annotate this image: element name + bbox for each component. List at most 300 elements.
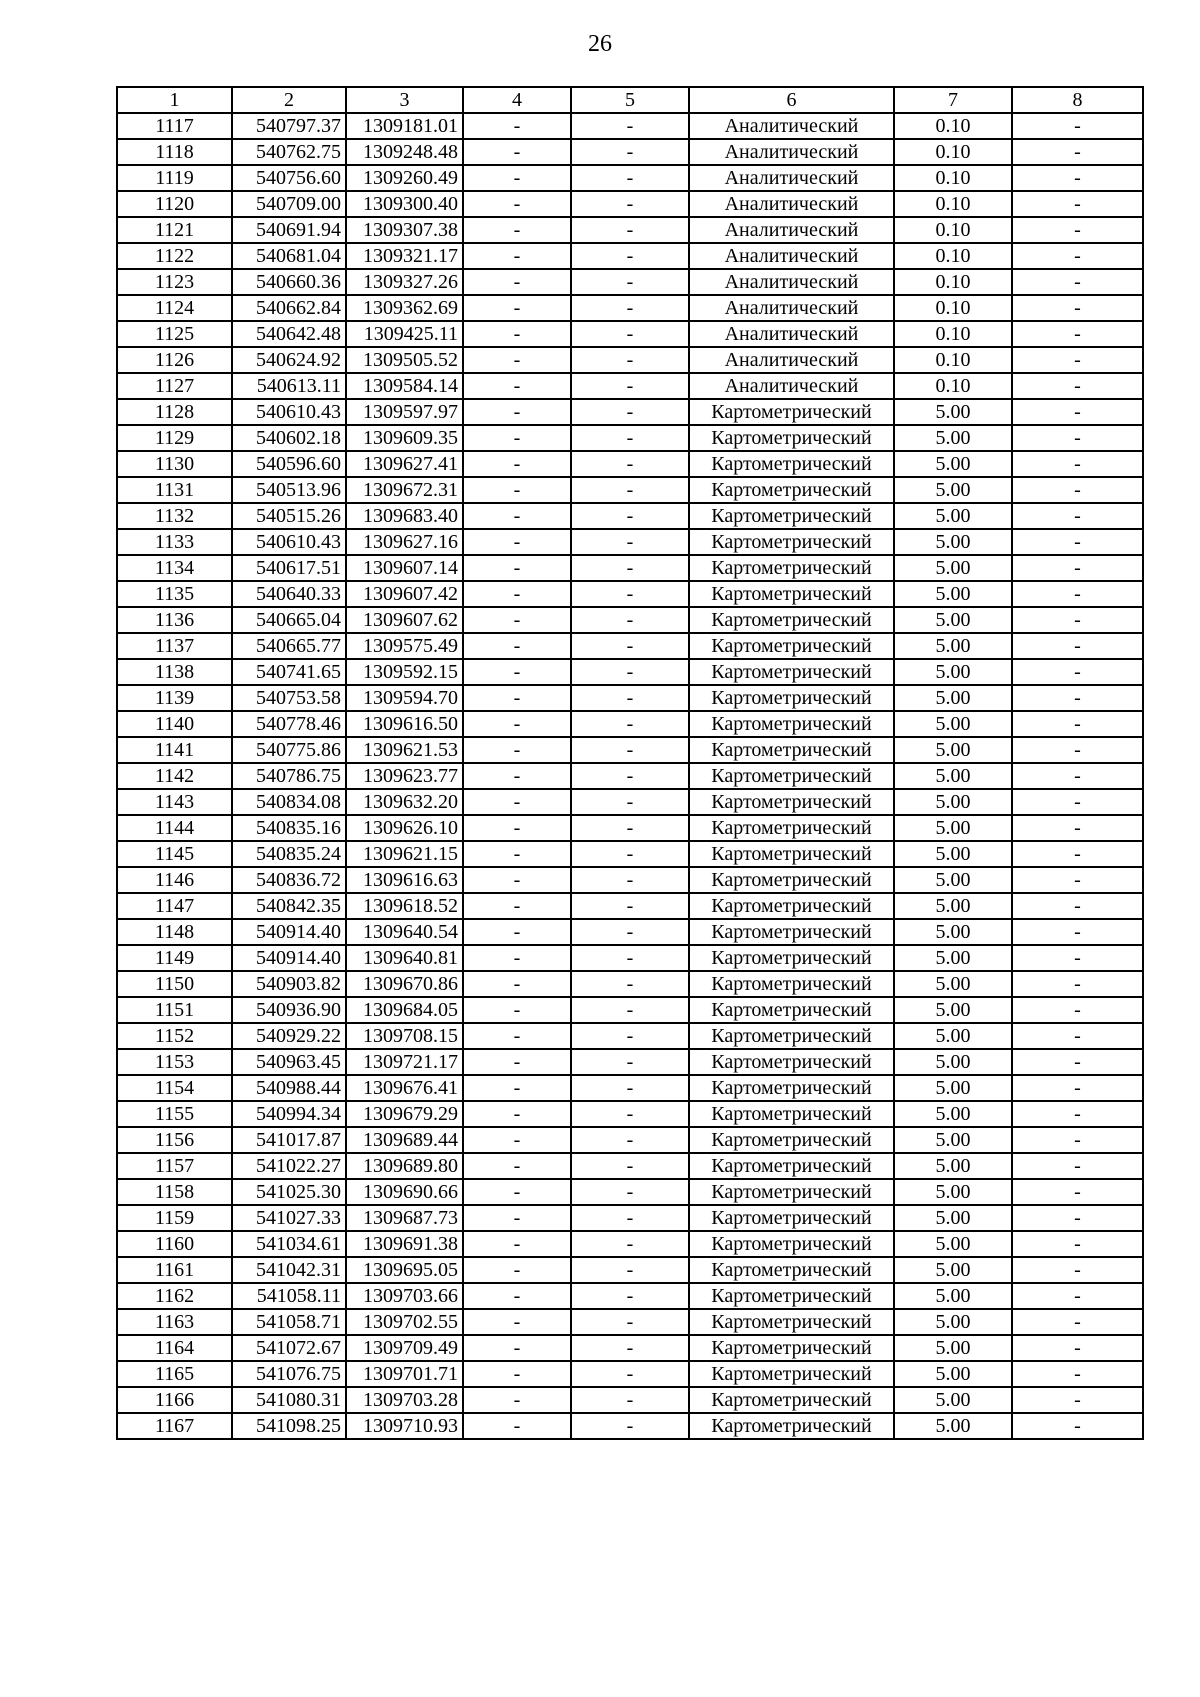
point-number-cell: 1164 <box>117 1335 232 1361</box>
accuracy-cell: 5.00 <box>894 711 1012 737</box>
col-5-cell: - <box>571 555 689 581</box>
table-row <box>117 1231 1143 1257</box>
col-4-cell: - <box>463 1361 571 1387</box>
col-8-cell: - <box>1012 243 1143 269</box>
table-row <box>117 581 1143 607</box>
point-number-cell: 1151 <box>117 997 232 1023</box>
col-8-cell: - <box>1012 685 1143 711</box>
y-coordinate-cell: 1309181.01 <box>346 113 463 139</box>
col-5-cell: - <box>571 711 689 737</box>
col-5-cell: - <box>571 737 689 763</box>
x-coordinate-cell: 540665.77 <box>232 633 346 659</box>
x-coordinate-cell: 541080.31 <box>232 1387 346 1413</box>
accuracy-cell: 5.00 <box>894 1335 1012 1361</box>
y-coordinate-cell: 1309607.62 <box>346 607 463 633</box>
accuracy-cell: 5.00 <box>894 1049 1012 1075</box>
col-5-cell: - <box>571 1413 689 1439</box>
col-4-cell: - <box>463 555 571 581</box>
col-4-cell: - <box>463 1075 571 1101</box>
col-8-cell: - <box>1012 1335 1143 1361</box>
x-coordinate-cell: 540741.65 <box>232 659 346 685</box>
y-coordinate-cell: 1309687.73 <box>346 1205 463 1231</box>
x-coordinate-cell: 541058.11 <box>232 1283 346 1309</box>
col-4-cell: - <box>463 789 571 815</box>
method-cell: Картометрический <box>689 633 894 659</box>
point-number-cell: 1128 <box>117 399 232 425</box>
table-row <box>117 1049 1143 1075</box>
col-8-cell: - <box>1012 1179 1143 1205</box>
y-coordinate-cell: 1309684.05 <box>346 997 463 1023</box>
col-4-cell: - <box>463 1049 571 1075</box>
method-cell: Картометрический <box>689 1101 894 1127</box>
accuracy-cell: 5.00 <box>894 1127 1012 1153</box>
method-cell: Картометрический <box>689 399 894 425</box>
col-5-cell: - <box>571 789 689 815</box>
x-coordinate-cell: 540610.43 <box>232 529 346 555</box>
y-coordinate-cell: 1309626.10 <box>346 815 463 841</box>
table-row <box>117 997 1143 1023</box>
col-5-cell: - <box>571 1049 689 1075</box>
col-5-cell: - <box>571 1387 689 1413</box>
col-4-cell: - <box>463 373 571 399</box>
col-8-cell: - <box>1012 1127 1143 1153</box>
col-5-cell: - <box>571 477 689 503</box>
table-row <box>117 1361 1143 1387</box>
table-row <box>117 113 1143 139</box>
col-8-cell: - <box>1012 1309 1143 1335</box>
col-8-cell: - <box>1012 529 1143 555</box>
col-8-cell: - <box>1012 1023 1143 1049</box>
column-header-7: 7 <box>894 87 1012 113</box>
point-number-cell: 1130 <box>117 451 232 477</box>
col-8-cell: - <box>1012 269 1143 295</box>
accuracy-cell: 0.10 <box>894 373 1012 399</box>
accuracy-cell: 5.00 <box>894 789 1012 815</box>
accuracy-cell: 0.10 <box>894 113 1012 139</box>
col-4-cell: - <box>463 451 571 477</box>
method-cell: Картометрический <box>689 841 894 867</box>
y-coordinate-cell: 1309327.26 <box>346 269 463 295</box>
col-5-cell: - <box>571 1075 689 1101</box>
col-5-cell: - <box>571 191 689 217</box>
table-row <box>117 347 1143 373</box>
method-cell: Картометрический <box>689 1075 894 1101</box>
column-header-1: 1 <box>117 87 232 113</box>
point-number-cell: 1166 <box>117 1387 232 1413</box>
point-number-cell: 1147 <box>117 893 232 919</box>
point-number-cell: 1156 <box>117 1127 232 1153</box>
method-cell: Картометрический <box>689 451 894 477</box>
y-coordinate-cell: 1309627.16 <box>346 529 463 555</box>
accuracy-cell: 5.00 <box>894 633 1012 659</box>
method-cell: Аналитический <box>689 165 894 191</box>
y-coordinate-cell: 1309695.05 <box>346 1257 463 1283</box>
table-row <box>117 139 1143 165</box>
accuracy-cell: 5.00 <box>894 503 1012 529</box>
col-5-cell: - <box>571 113 689 139</box>
table-row <box>117 607 1143 633</box>
column-header-3: 3 <box>346 87 463 113</box>
table-row <box>117 971 1143 997</box>
x-coordinate-cell: 540662.84 <box>232 295 346 321</box>
accuracy-cell: 5.00 <box>894 1153 1012 1179</box>
method-cell: Аналитический <box>689 217 894 243</box>
coordinates-table <box>116 86 1144 1440</box>
y-coordinate-cell: 1309640.54 <box>346 919 463 945</box>
table-row <box>117 165 1143 191</box>
y-coordinate-cell: 1309708.15 <box>346 1023 463 1049</box>
point-number-cell: 1120 <box>117 191 232 217</box>
accuracy-cell: 5.00 <box>894 1257 1012 1283</box>
col-8-cell: - <box>1012 581 1143 607</box>
point-number-cell: 1139 <box>117 685 232 711</box>
y-coordinate-cell: 1309594.70 <box>346 685 463 711</box>
col-8-cell: - <box>1012 711 1143 737</box>
table-row <box>117 1309 1143 1335</box>
col-5-cell: - <box>571 243 689 269</box>
page-number: 26 <box>588 31 612 57</box>
point-number-cell: 1132 <box>117 503 232 529</box>
col-8-cell: - <box>1012 373 1143 399</box>
accuracy-cell: 5.00 <box>894 737 1012 763</box>
x-coordinate-cell: 540775.86 <box>232 737 346 763</box>
method-cell: Аналитический <box>689 269 894 295</box>
table-row <box>117 1335 1143 1361</box>
x-coordinate-cell: 541022.27 <box>232 1153 346 1179</box>
point-number-cell: 1149 <box>117 945 232 971</box>
x-coordinate-cell: 541017.87 <box>232 1127 346 1153</box>
method-cell: Картометрический <box>689 971 894 997</box>
x-coordinate-cell: 540797.37 <box>232 113 346 139</box>
y-coordinate-cell: 1309709.49 <box>346 1335 463 1361</box>
col-4-cell: - <box>463 269 571 295</box>
col-8-cell: - <box>1012 451 1143 477</box>
col-4-cell: - <box>463 191 571 217</box>
point-number-cell: 1148 <box>117 919 232 945</box>
point-number-cell: 1167 <box>117 1413 232 1439</box>
y-coordinate-cell: 1309702.55 <box>346 1309 463 1335</box>
y-coordinate-cell: 1309425.11 <box>346 321 463 347</box>
col-4-cell: - <box>463 321 571 347</box>
col-5-cell: - <box>571 139 689 165</box>
x-coordinate-cell: 540762.75 <box>232 139 346 165</box>
col-5-cell: - <box>571 971 689 997</box>
col-8-cell: - <box>1012 737 1143 763</box>
col-4-cell: - <box>463 581 571 607</box>
method-cell: Картометрический <box>689 1309 894 1335</box>
method-cell: Аналитический <box>689 321 894 347</box>
y-coordinate-cell: 1309689.44 <box>346 1127 463 1153</box>
col-5-cell: - <box>571 1309 689 1335</box>
col-4-cell: - <box>463 1309 571 1335</box>
col-4-cell: - <box>463 165 571 191</box>
accuracy-cell: 5.00 <box>894 867 1012 893</box>
point-number-cell: 1155 <box>117 1101 232 1127</box>
x-coordinate-cell: 540665.04 <box>232 607 346 633</box>
accuracy-cell: 5.00 <box>894 1231 1012 1257</box>
accuracy-cell: 5.00 <box>894 581 1012 607</box>
col-5-cell: - <box>571 373 689 399</box>
table-row <box>117 503 1143 529</box>
col-4-cell: - <box>463 763 571 789</box>
method-cell: Картометрический <box>689 1361 894 1387</box>
y-coordinate-cell: 1309690.66 <box>346 1179 463 1205</box>
y-coordinate-cell: 1309616.50 <box>346 711 463 737</box>
x-coordinate-cell: 540640.33 <box>232 581 346 607</box>
col-4-cell: - <box>463 971 571 997</box>
col-8-cell: - <box>1012 919 1143 945</box>
point-number-cell: 1145 <box>117 841 232 867</box>
col-8-cell: - <box>1012 1049 1143 1075</box>
col-5-cell: - <box>571 893 689 919</box>
point-number-cell: 1123 <box>117 269 232 295</box>
accuracy-cell: 0.10 <box>894 191 1012 217</box>
point-number-cell: 1141 <box>117 737 232 763</box>
point-number-cell: 1137 <box>117 633 232 659</box>
point-number-cell: 1161 <box>117 1257 232 1283</box>
col-5-cell: - <box>571 1127 689 1153</box>
y-coordinate-cell: 1309691.38 <box>346 1231 463 1257</box>
col-8-cell: - <box>1012 217 1143 243</box>
col-8-cell: - <box>1012 1205 1143 1231</box>
method-cell: Картометрический <box>689 1205 894 1231</box>
method-cell: Картометрический <box>689 867 894 893</box>
y-coordinate-cell: 1309609.35 <box>346 425 463 451</box>
point-number-cell: 1165 <box>117 1361 232 1387</box>
col-8-cell: - <box>1012 503 1143 529</box>
method-cell: Аналитический <box>689 243 894 269</box>
y-coordinate-cell: 1309607.42 <box>346 581 463 607</box>
accuracy-cell: 5.00 <box>894 607 1012 633</box>
x-coordinate-cell: 540994.34 <box>232 1101 346 1127</box>
col-4-cell: - <box>463 243 571 269</box>
col-8-cell: - <box>1012 815 1143 841</box>
method-cell: Картометрический <box>689 425 894 451</box>
y-coordinate-cell: 1309627.41 <box>346 451 463 477</box>
column-header-2: 2 <box>232 87 346 113</box>
table-header-row <box>117 87 1143 113</box>
table-row <box>117 191 1143 217</box>
accuracy-cell: 0.10 <box>894 139 1012 165</box>
point-number-cell: 1163 <box>117 1309 232 1335</box>
table-row <box>117 945 1143 971</box>
x-coordinate-cell: 540642.48 <box>232 321 346 347</box>
accuracy-cell: 5.00 <box>894 1075 1012 1101</box>
table-row <box>117 477 1143 503</box>
column-header-4: 4 <box>463 87 571 113</box>
y-coordinate-cell: 1309621.53 <box>346 737 463 763</box>
point-number-cell: 1144 <box>117 815 232 841</box>
col-8-cell: - <box>1012 399 1143 425</box>
accuracy-cell: 5.00 <box>894 919 1012 945</box>
table-row <box>117 659 1143 685</box>
x-coordinate-cell: 540988.44 <box>232 1075 346 1101</box>
col-5-cell: - <box>571 321 689 347</box>
table-row <box>117 1023 1143 1049</box>
y-coordinate-cell: 1309683.40 <box>346 503 463 529</box>
accuracy-cell: 5.00 <box>894 1205 1012 1231</box>
method-cell: Картометрический <box>689 919 894 945</box>
accuracy-cell: 5.00 <box>894 1179 1012 1205</box>
x-coordinate-cell: 540681.04 <box>232 243 346 269</box>
method-cell: Аналитический <box>689 191 894 217</box>
y-coordinate-cell: 1309618.52 <box>346 893 463 919</box>
method-cell: Картометрический <box>689 477 894 503</box>
col-4-cell: - <box>463 607 571 633</box>
col-5-cell: - <box>571 347 689 373</box>
col-4-cell: - <box>463 1335 571 1361</box>
table-row <box>117 893 1143 919</box>
point-number-cell: 1157 <box>117 1153 232 1179</box>
col-8-cell: - <box>1012 425 1143 451</box>
col-8-cell: - <box>1012 1101 1143 1127</box>
point-number-cell: 1146 <box>117 867 232 893</box>
method-cell: Картометрический <box>689 555 894 581</box>
x-coordinate-cell: 541072.67 <box>232 1335 346 1361</box>
y-coordinate-cell: 1309689.80 <box>346 1153 463 1179</box>
method-cell: Картометрический <box>689 789 894 815</box>
col-8-cell: - <box>1012 1387 1143 1413</box>
col-4-cell: - <box>463 1387 571 1413</box>
point-number-cell: 1133 <box>117 529 232 555</box>
table-row <box>117 1205 1143 1231</box>
point-number-cell: 1125 <box>117 321 232 347</box>
point-number-cell: 1154 <box>117 1075 232 1101</box>
col-4-cell: - <box>463 1127 571 1153</box>
accuracy-cell: 5.00 <box>894 1361 1012 1387</box>
point-number-cell: 1119 <box>117 165 232 191</box>
col-8-cell: - <box>1012 997 1143 1023</box>
col-4-cell: - <box>463 997 571 1023</box>
col-5-cell: - <box>571 1023 689 1049</box>
col-8-cell: - <box>1012 1257 1143 1283</box>
method-cell: Картометрический <box>689 997 894 1023</box>
x-coordinate-cell: 541058.71 <box>232 1309 346 1335</box>
x-coordinate-cell: 541042.31 <box>232 1257 346 1283</box>
col-4-cell: - <box>463 633 571 659</box>
accuracy-cell: 5.00 <box>894 425 1012 451</box>
col-4-cell: - <box>463 1283 571 1309</box>
x-coordinate-cell: 540786.75 <box>232 763 346 789</box>
col-8-cell: - <box>1012 191 1143 217</box>
accuracy-cell: 5.00 <box>894 1283 1012 1309</box>
col-5-cell: - <box>571 451 689 477</box>
col-5-cell: - <box>571 919 689 945</box>
col-4-cell: - <box>463 685 571 711</box>
method-cell: Картометрический <box>689 945 894 971</box>
y-coordinate-cell: 1309307.38 <box>346 217 463 243</box>
point-number-cell: 1143 <box>117 789 232 815</box>
method-cell: Картометрический <box>689 1023 894 1049</box>
col-4-cell: - <box>463 399 571 425</box>
x-coordinate-cell: 540660.36 <box>232 269 346 295</box>
col-5-cell: - <box>571 607 689 633</box>
accuracy-cell: 5.00 <box>894 399 1012 425</box>
method-cell: Аналитический <box>689 295 894 321</box>
method-cell: Картометрический <box>689 581 894 607</box>
y-coordinate-cell: 1309300.40 <box>346 191 463 217</box>
col-5-cell: - <box>571 1205 689 1231</box>
point-number-cell: 1160 <box>117 1231 232 1257</box>
col-5-cell: - <box>571 841 689 867</box>
accuracy-cell: 5.00 <box>894 451 1012 477</box>
x-coordinate-cell: 540617.51 <box>232 555 346 581</box>
col-4-cell: - <box>463 867 571 893</box>
col-4-cell: - <box>463 1153 571 1179</box>
col-4-cell: - <box>463 1231 571 1257</box>
col-4-cell: - <box>463 1413 571 1439</box>
table-row <box>117 321 1143 347</box>
table-row <box>117 841 1143 867</box>
col-5-cell: - <box>571 503 689 529</box>
point-number-cell: 1127 <box>117 373 232 399</box>
col-4-cell: - <box>463 711 571 737</box>
table-row <box>117 867 1143 893</box>
table-row <box>117 1387 1143 1413</box>
table-row <box>117 763 1143 789</box>
col-8-cell: - <box>1012 165 1143 191</box>
col-8-cell: - <box>1012 789 1143 815</box>
y-coordinate-cell: 1309710.93 <box>346 1413 463 1439</box>
accuracy-cell: 0.10 <box>894 217 1012 243</box>
col-8-cell: - <box>1012 113 1143 139</box>
x-coordinate-cell: 540929.22 <box>232 1023 346 1049</box>
col-8-cell: - <box>1012 139 1143 165</box>
table-row <box>117 269 1143 295</box>
x-coordinate-cell: 540709.00 <box>232 191 346 217</box>
x-coordinate-cell: 540753.58 <box>232 685 346 711</box>
accuracy-cell: 0.10 <box>894 295 1012 321</box>
col-5-cell: - <box>571 1231 689 1257</box>
col-5-cell: - <box>571 1257 689 1283</box>
col-4-cell: - <box>463 295 571 321</box>
col-8-cell: - <box>1012 321 1143 347</box>
col-5-cell: - <box>571 763 689 789</box>
accuracy-cell: 5.00 <box>894 1387 1012 1413</box>
method-cell: Аналитический <box>689 113 894 139</box>
col-4-cell: - <box>463 919 571 945</box>
y-coordinate-cell: 1309623.77 <box>346 763 463 789</box>
col-4-cell: - <box>463 1257 571 1283</box>
y-coordinate-cell: 1309703.66 <box>346 1283 463 1309</box>
x-coordinate-cell: 540842.35 <box>232 893 346 919</box>
method-cell: Картометрический <box>689 1049 894 1075</box>
accuracy-cell: 5.00 <box>894 763 1012 789</box>
point-number-cell: 1159 <box>117 1205 232 1231</box>
y-coordinate-cell: 1309616.63 <box>346 867 463 893</box>
table-row <box>117 295 1143 321</box>
col-8-cell: - <box>1012 1413 1143 1439</box>
x-coordinate-cell: 540903.82 <box>232 971 346 997</box>
col-8-cell: - <box>1012 971 1143 997</box>
col-4-cell: - <box>463 1101 571 1127</box>
table-row <box>117 789 1143 815</box>
point-number-cell: 1122 <box>117 243 232 269</box>
point-number-cell: 1126 <box>117 347 232 373</box>
table-row <box>117 425 1143 451</box>
x-coordinate-cell: 540835.16 <box>232 815 346 841</box>
accuracy-cell: 0.10 <box>894 165 1012 191</box>
y-coordinate-cell: 1309703.28 <box>346 1387 463 1413</box>
method-cell: Аналитический <box>689 347 894 373</box>
col-8-cell: - <box>1012 1361 1143 1387</box>
table-row <box>117 1179 1143 1205</box>
col-5-cell: - <box>571 217 689 243</box>
y-coordinate-cell: 1309597.97 <box>346 399 463 425</box>
x-coordinate-cell: 540963.45 <box>232 1049 346 1075</box>
x-coordinate-cell: 540602.18 <box>232 425 346 451</box>
x-coordinate-cell: 541098.25 <box>232 1413 346 1439</box>
